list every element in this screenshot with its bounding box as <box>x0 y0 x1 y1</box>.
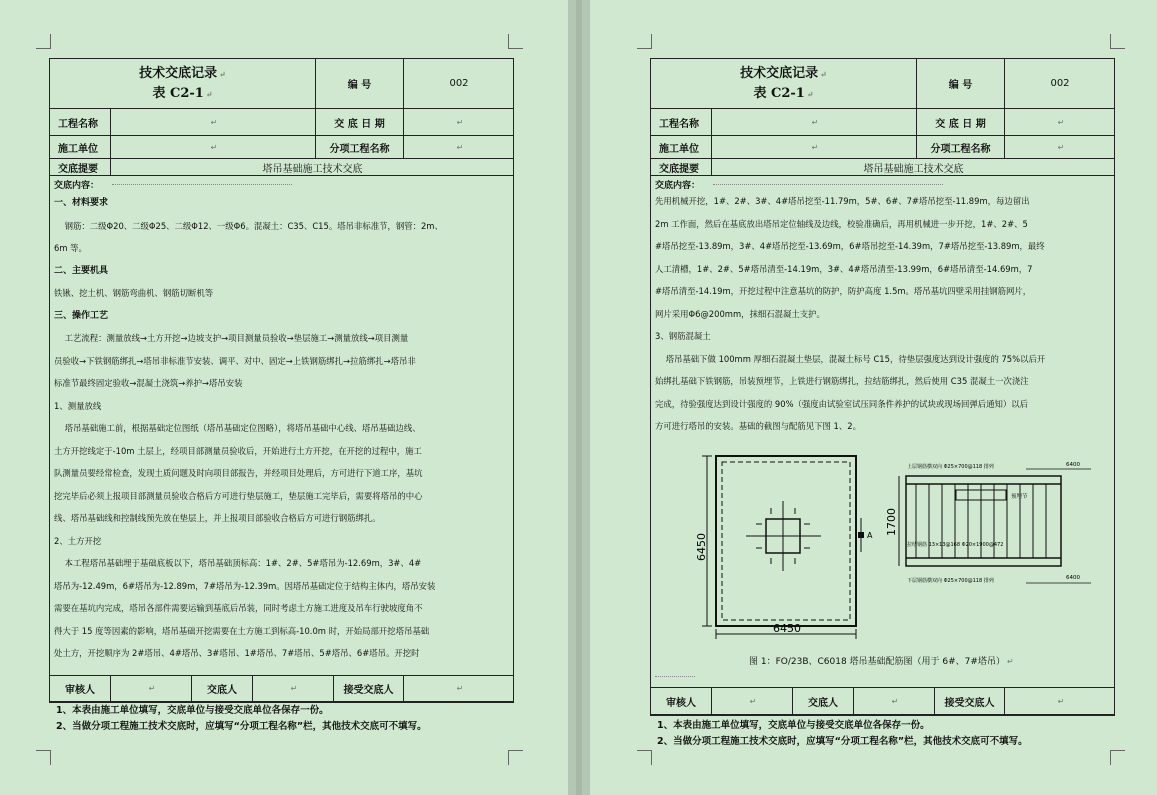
project-name-field[interactable]: ↵ <box>712 109 917 136</box>
right-dim-top: 6400 <box>1066 462 1080 468</box>
document-page-right <box>590 0 1157 795</box>
dim-bottom: 6450 <box>773 622 801 635</box>
body-line: 员验收→下铁钢筋绑扎→塔吊非标准节安装、调平、对中、固定→上铁钢筋绑扎→拉筋绑扎→塔吊非 <box>54 355 416 366</box>
content-label: 交底内容： <box>655 181 701 191</box>
gutter-divider <box>576 0 582 795</box>
section-heading: 二、主要机具 <box>54 265 109 276</box>
right-dim-bottom: 6400 <box>1066 575 1080 581</box>
footnote-2: 2、当做分项工程施工技术交底时，应填写“分项工程名称”栏，其他技术交底可不填写。 <box>657 736 1028 747</box>
record-table <box>49 58 514 703</box>
rebar-mark: 预埋节 <box>1011 494 1028 500</box>
body-line: 6m 等。 <box>54 243 87 253</box>
dim-left: 6450 <box>695 533 708 561</box>
crop-mark <box>1110 34 1125 49</box>
summary-label: 交底提要 <box>651 159 712 176</box>
body-line: 始绑扎基础下铁钢筋，吊装预埋节，上铁进行钢筋绑扎，拉结筋绑扎，然后使用 C35 混凝土一次浇注 <box>655 376 1029 386</box>
body-line: 塔吊基础下做 100mm 厚细石混凝土垫层，混凝土标号 C15，待垫层强度达到设计强度的 75%以后开 <box>655 353 1046 364</box>
body-line: 工艺流程：测量放线→土方开挖→边坡支护→项目测量员验收→垫层施工→测量放线→项目测量 <box>54 333 409 343</box>
construction-unit-label: 施工单位 <box>50 136 111 159</box>
crop-mark <box>637 34 652 49</box>
body-line: 先用机械开挖，1#、2#、3#、4#塔吊挖至-11.79m，5#、6#、7#塔吊挖至-11.89m，每边留出 <box>655 196 1030 206</box>
sub-project-field[interactable]: ↵ <box>1005 136 1115 159</box>
footnotes <box>56 703 427 735</box>
sub-project-field[interactable]: ↵ <box>404 136 514 159</box>
form-subtitle: 表 C2-1 ↵ <box>753 85 814 101</box>
summary-value[interactable]: 塔吊基础施工技术交底 <box>111 159 514 176</box>
date-field[interactable]: ↵ <box>404 109 514 136</box>
reviewer-field[interactable]: ↵ <box>111 676 192 702</box>
body-line: 线、塔吊基础线和控制线预先放在垫层上，并上报项目部验收合格后方可进行钢筋绑扎。 <box>54 513 381 523</box>
project-name-label: 工程名称 <box>50 109 111 136</box>
form-title-cell <box>50 59 316 109</box>
dotted-leader <box>713 184 943 185</box>
sub-project-label: 分项工程名称 <box>917 136 1005 159</box>
top-rebar-note: 上层钢筋横双向 Φ25×700@118 排列 <box>907 464 994 470</box>
construction-unit-field[interactable]: ↵ <box>712 136 917 159</box>
form-subtitle: 表 C2-1 ↵ <box>152 85 213 101</box>
crop-mark <box>508 34 523 49</box>
body-line: 3、钢筋混凝土 <box>655 331 711 341</box>
body-line: 标准节最终固定验收→混凝土浇筑→养护→塔吊安装 <box>54 378 243 388</box>
plan-inner-outline <box>722 462 850 620</box>
bottom-rebar-note: 下层钢筋横双向 Φ25×700@118 排列 <box>907 578 994 584</box>
sub-project-label: 分项工程名称 <box>316 136 404 159</box>
crop-mark <box>1110 750 1125 765</box>
body-line: 网片采用Φ6@200mm，抹细石混凝土支护。 <box>655 308 825 319</box>
body-line: 处土方，开挖顺序为 2#塔吊、4#塔吊、3#塔吊、1#塔吊、7#塔吊、5#塔吊、6#塔吊。开挖时 <box>54 648 420 658</box>
reviewer-label: 审核人 <box>50 676 111 702</box>
footnote-2: 2、当做分项工程施工技术交底时，应填写“分项工程名称”栏，其他技术交底可不填写。 <box>56 721 427 732</box>
date-label: 交 底 日 期 <box>316 109 404 136</box>
construction-unit-label: 施工单位 <box>651 136 712 159</box>
dotted-leader <box>655 676 695 677</box>
figure-caption: 图 1：FO/23B、C6018 塔吊基础配筋图（用于 6#、7#塔吊） ↵ <box>749 657 1014 667</box>
footnote-1: 1、本表由施工单位填写，交底单位与接受交底单位各保存一份。 <box>56 705 329 716</box>
document-page-left <box>0 0 568 795</box>
number-label: 编 号 <box>917 59 1005 109</box>
content-label: 交底内容： <box>54 181 100 191</box>
body-line: 挖完毕后必须上报项目部测量员验收合格后方可进行垫层施工，垫层施工完毕后，需要将塔吊的中心 <box>54 490 423 501</box>
dotted-leader <box>112 184 292 185</box>
number-value[interactable]: 002 <box>404 59 514 109</box>
number-label: 编 号 <box>316 59 404 109</box>
section-heading: 一、材料要求 <box>54 198 109 208</box>
construction-unit-field[interactable]: ↵ <box>111 136 316 159</box>
form-title: 技术交底记录 ↵ <box>139 65 226 81</box>
project-name-label: 工程名称 <box>651 109 712 136</box>
receiver-field[interactable]: ↵ <box>1005 688 1115 715</box>
body-line: 本工程塔吊基础埋于基础底板以下，塔吊基础顶标高：1#、2#、5#塔吊为-12.69m，3#、4# <box>54 558 422 568</box>
dim-height: 1700 <box>885 508 898 536</box>
section-mark: A <box>867 531 873 540</box>
crop-mark <box>36 34 51 49</box>
footnote-1: 1、本表由施工单位填写，交底单位与接受交底单位各保存一份。 <box>657 720 930 731</box>
discloser-label: 交底人 <box>793 688 854 715</box>
body-line: 土方开挖线定于-10m 土层上，经项目部测量员验收后，开始进行土方开挖，在开挖的过程中，施工 <box>54 445 422 456</box>
crop-mark <box>36 750 51 765</box>
reviewer-label: 审核人 <box>651 688 712 715</box>
discloser-field[interactable]: ↵ <box>854 688 935 715</box>
project-name-field[interactable]: ↵ <box>111 109 316 136</box>
body-line: 得大于 15 度等因素的影响，塔吊基础开挖需要在土方施工到标高-10.0m 时，开始局部开挖塔吊基础 <box>54 625 430 636</box>
receiver-label: 接受交底人 <box>334 676 404 702</box>
body-line: 2、土方开挖 <box>54 535 102 546</box>
discloser-field[interactable]: ↵ <box>253 676 334 702</box>
reviewer-field[interactable]: ↵ <box>712 688 793 715</box>
section-marker <box>858 532 864 538</box>
date-field[interactable]: ↵ <box>1005 109 1115 136</box>
form-title: 技术交底记录 ↵ <box>740 65 827 81</box>
tie-note: 拉结钢筋 13×13@168 Φ20×1900@472 <box>907 542 1004 548</box>
body-line: 2m 工作面，然后在基底放出塔吊定位轴线及边线，校验准确后，再用机械进一步开挖，1#、2#、5 <box>655 218 1028 229</box>
body-line: 人工清槽，1#、2#、5#塔吊清至-14.19m，3#、4#塔吊清至-13.99m，6#塔吊清至-14.69m，7 <box>655 263 1033 274</box>
date-label: 交 底 日 期 <box>917 109 1005 136</box>
summary-label: 交底提要 <box>50 159 111 176</box>
receiver-label: 接受交底人 <box>935 688 1005 715</box>
page-gutter <box>568 0 590 795</box>
body-line: #塔吊挖至-13.89m，3#、4#塔吊挖至-13.69m，6#塔吊挖至-14.39m，7#塔吊挖至-13.89m，最终 <box>655 241 1045 251</box>
plan-outline <box>716 456 856 626</box>
body-line: 需要在基坑内完成，塔吊各部件需要运输到基底后吊装，同时考虑土方施工进度及吊车行驶坡度角不 <box>54 603 423 613</box>
body-line: 塔吊基础施工前，根据基础定位图纸（塔吊基础定位图略），将塔吊基础中心线、塔吊基础边线、 <box>54 423 421 433</box>
body-line: 完成，待验强度达到设计强度的 90%（强度由试验室试压同条件养护的试块或现场回弹后通知）以后 <box>655 398 1029 409</box>
body-line: 方可进行塔吊的安装。基础的截图与配筋见下图 1、2。 <box>655 421 861 431</box>
body-line: 塔吊为-12.49m，6#塔吊为-12.89m，7#塔吊为-12.39m。因塔吊基础定位于结构主体内，塔吊安装 <box>54 580 436 591</box>
number-value[interactable]: 002 <box>1005 59 1115 109</box>
content-area[interactable] <box>50 176 513 676</box>
discloser-label: 交底人 <box>192 676 253 702</box>
section-heading: 三、操作工艺 <box>54 310 109 321</box>
summary-value[interactable]: 塔吊基础施工技术交底 <box>712 159 1115 176</box>
content-area[interactable] <box>651 176 1114 688</box>
body-line: 铁锹、挖土机、钢筋弯曲机、钢筋切断机等 <box>54 288 214 298</box>
footnotes <box>657 718 1028 750</box>
content-body <box>655 190 1110 445</box>
record-table <box>650 58 1115 716</box>
crop-mark <box>508 750 523 765</box>
crop-mark <box>637 750 652 765</box>
body-line: #塔吊清至-14.19m，开挖过程中注意基坑的防护，防护高度 1.5m。塔吊基坑四壁采用挂钢筋网片， <box>655 286 1032 296</box>
body-line: 钢筋：二级Φ20、二级Φ25、二级Φ12、一级Φ6。混凝土：C35、C15。塔吊非标准节，钢管：2m、 <box>54 220 443 231</box>
form-title-cell <box>651 59 917 109</box>
content-body <box>54 192 509 674</box>
body-line: 1、测量放线 <box>54 400 102 411</box>
receiver-field[interactable]: ↵ <box>404 676 514 702</box>
body-line: 队测量员要经常检查，发现土质问题及时向项目部报告，并经项目处理后，方可进行下道工序，基坑 <box>54 468 423 478</box>
foundation-rebar-figure <box>671 446 1111 646</box>
